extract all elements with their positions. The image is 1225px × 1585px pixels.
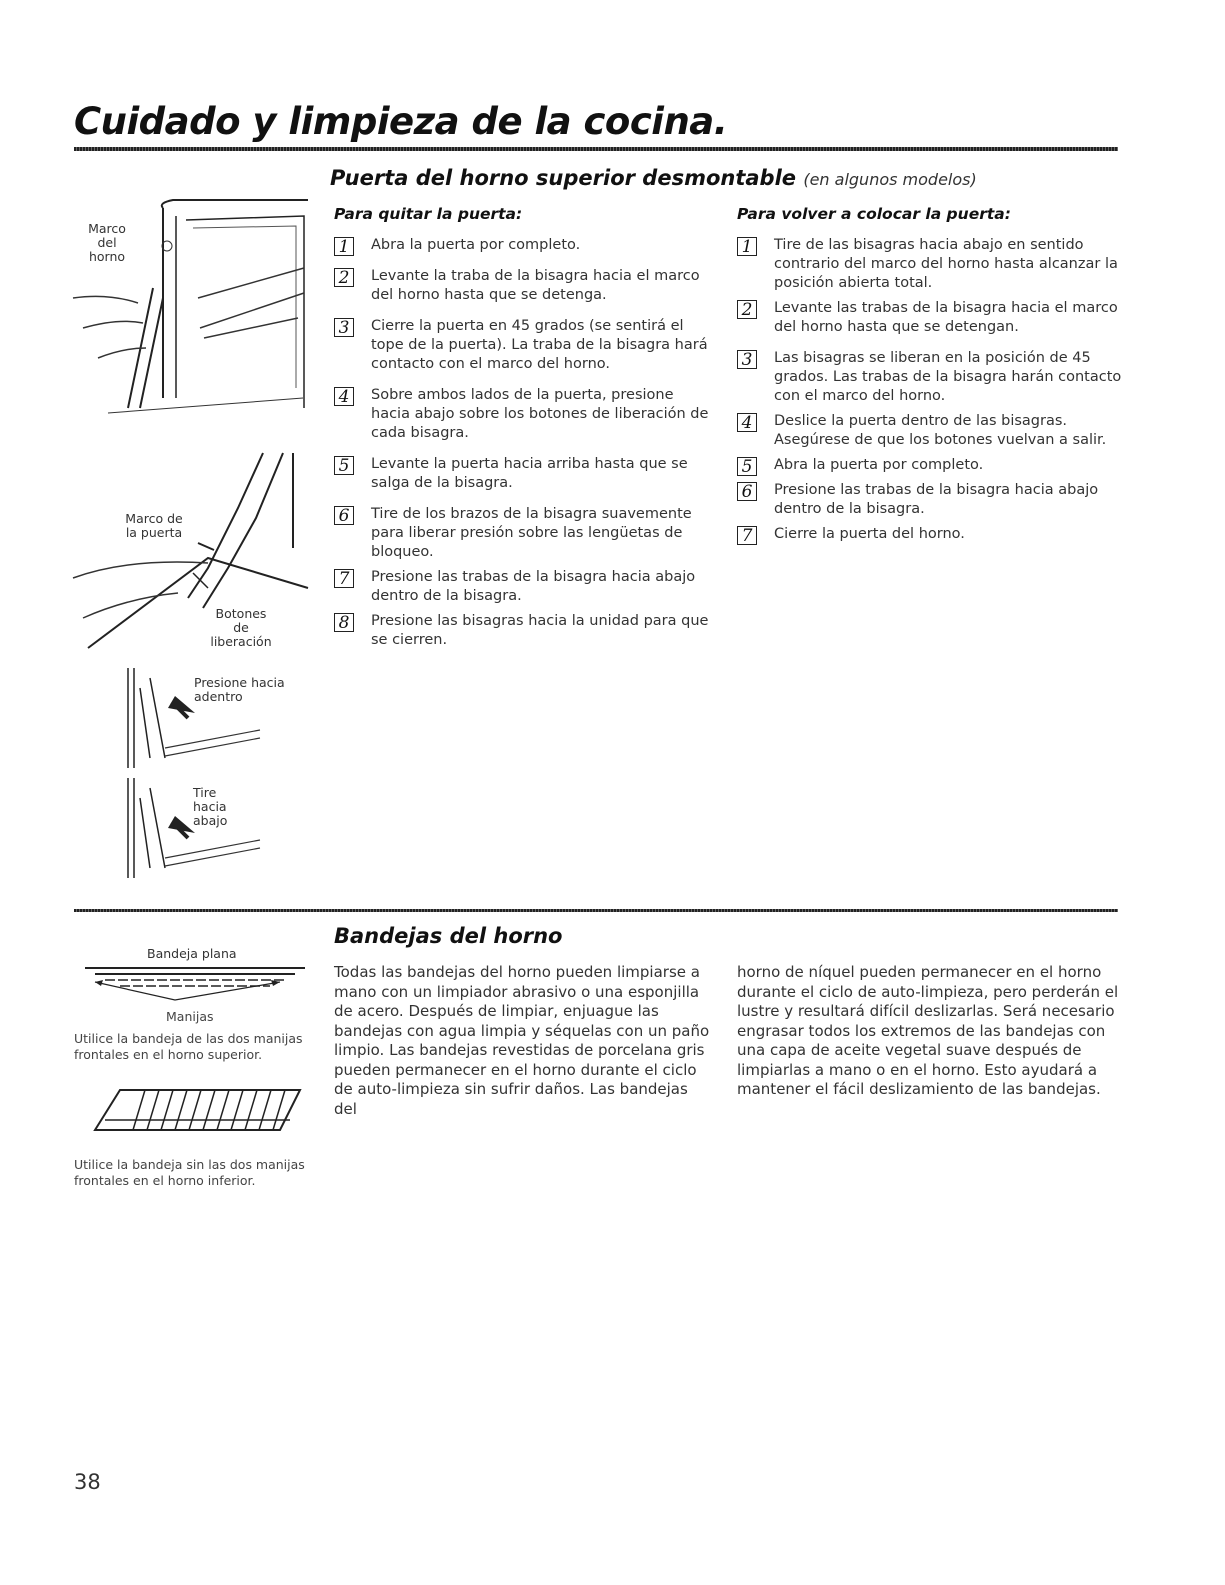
remove-step <box>334 236 714 255</box>
step-text: Levante la traba de la bisagra hacia el marco del horno hasta que se detenga. <box>371 268 700 303</box>
wire-rack-caption: Utilice la bandeja sin las dos manijas frontales en el horno inferior. <box>74 1157 305 1188</box>
step-number: 8 <box>334 613 354 632</box>
racks-section-heading: Bandejas del horno <box>334 924 563 948</box>
step-text: Cierre la puerta en 45 grados (se sentirá el tope de la puerta). La traba de la bisagra hará contacto con el marco del horno. <box>371 318 708 372</box>
replace-step <box>737 525 1122 544</box>
remove-step <box>334 505 714 562</box>
door-frame-label: Marco de la puerta <box>118 512 190 540</box>
push-in-label: Presione hacia adentro <box>193 676 295 704</box>
step-number: 2 <box>737 300 757 319</box>
step-number: 6 <box>737 482 757 501</box>
remove-step <box>334 317 714 374</box>
oven-frame-label: Marco del horno <box>82 222 132 264</box>
replace-door-steps <box>737 236 1122 550</box>
step-text: Levante las trabas de la bisagra hacia el marco del horno hasta que se detengan. <box>774 300 1118 335</box>
step-number: 6 <box>334 506 354 525</box>
handles-label: Manijas <box>166 1009 214 1024</box>
section-rule <box>74 909 1118 912</box>
remove-door-steps <box>334 236 714 656</box>
remove-step <box>334 612 714 650</box>
step-text: Deslice la puerta dentro de las bisagras. Asegúrese de que los botones vuelvan a salir. <box>774 413 1107 448</box>
racks-paragraph-right: horno de níquel pueden permanecer en el horno durante el ciclo de auto-limpieza, pero perderán el lustre y resultará difícil deslizarlas. Será necesario engrasar todos los extremos de las bandejas con una capa de aceite vegetal suave después de limpiarlas a mano o en el horno. Esto ayudará a mantener el fácil deslizamiento de las bandejas. <box>737 963 1119 1098</box>
page-number: 38 <box>74 1470 101 1494</box>
step-text: Tire de las bisagras hacia abajo en sentido contrario del marco del horno hasta alcanzar la posición abierta total. <box>774 237 1118 291</box>
step-number: 3 <box>334 318 354 337</box>
replace-step <box>737 412 1122 450</box>
step-text: Presione las trabas de la bisagra hacia abajo dentro de la bisagra. <box>774 482 1099 517</box>
door-heading-text: Puerta del horno superior desmontable <box>330 166 797 190</box>
step-text: Presione las bisagras hacia la unidad para que se cierren. <box>371 613 709 648</box>
step-number: 4 <box>737 413 757 432</box>
remove-step <box>334 386 714 443</box>
door-section-heading <box>330 166 977 190</box>
remove-door-heading: Para quitar la puerta: <box>334 205 523 223</box>
pull-down-label: Tire hacia abajo <box>192 786 254 828</box>
step-number: 5 <box>737 457 757 476</box>
step-text: Tire de los brazos de la bisagra suavemente para liberar presión sobre las lengüetas de bloqueo. <box>371 506 692 560</box>
flat-rack-caption: Utilice la bandeja de las dos manijas frontales en el horno superior. <box>74 1031 303 1062</box>
replace-step <box>737 299 1122 337</box>
step-text: Cierre la puerta del horno. <box>774 526 965 542</box>
remove-step <box>334 568 714 606</box>
racks-paragraph-left: Todas las bandejas del horno pueden limpiarse a mano con un limpiador abrasivo o una esponjilla de acero. Después de limpiar, enjuague las bandejas con agua limpia y séquelas con un paño limpio. Las bandejas revestidas de porcelana gris pueden permanecer en el horno durante el ciclo de auto-limpieza sin sufrir daños. Las bandejas del <box>334 963 710 1118</box>
title-rule <box>74 147 1118 151</box>
step-text: Sobre ambos lados de la puerta, presione hacia abajo sobre los botones de liberación de cada bisagra. <box>371 387 709 441</box>
step-number: 1 <box>334 237 354 256</box>
step-number: 2 <box>334 268 354 287</box>
step-number: 5 <box>334 456 354 475</box>
replace-step <box>737 456 1122 475</box>
flat-rack-label: Bandeja plana <box>147 946 237 961</box>
door-heading-note: (en algunos modelos) <box>803 170 977 189</box>
step-text: Abra la puerta por completo. <box>371 237 581 253</box>
step-number: 7 <box>737 526 757 545</box>
release-buttons-label: Botones de liberación <box>205 607 277 649</box>
replace-step <box>737 236 1122 293</box>
step-text: Las bisagras se liberan en la posición de 45 grados. Las trabas de la bisagra harán contacto con el marco del horno. <box>774 350 1122 404</box>
replace-step <box>737 481 1122 519</box>
step-number: 3 <box>737 350 757 369</box>
page-title: Cuidado y limpieza de la cocina. <box>74 100 728 143</box>
step-text: Abra la puerta por completo. <box>774 457 984 473</box>
remove-step <box>334 455 714 493</box>
replace-step <box>737 349 1122 406</box>
remove-step <box>334 267 714 305</box>
step-text: Presione las trabas de la bisagra hacia abajo dentro de la bisagra. <box>371 569 696 604</box>
step-text: Levante la puerta hacia arriba hasta que se salga de la bisagra. <box>371 456 688 491</box>
replace-door-heading: Para volver a colocar la puerta: <box>737 205 1011 223</box>
step-number: 4 <box>334 387 354 406</box>
wire-rack-illustration <box>75 1080 315 1140</box>
step-number: 7 <box>334 569 354 588</box>
step-number: 1 <box>737 237 757 256</box>
